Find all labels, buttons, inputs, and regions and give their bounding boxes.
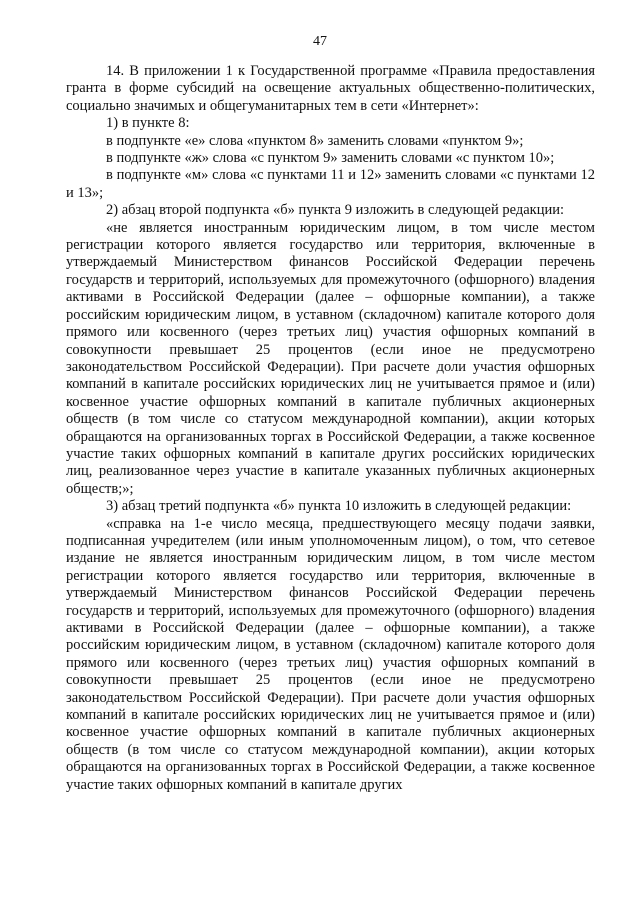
paragraph-subitem-2: 2) абзац второй подпункта «б» пункта 9 изложить в следующей редакции: [106, 202, 565, 219]
document-body [66, 63, 595, 794]
paragraph-subpoint-zh: в подпункте «ж» слова «с пунктом 9» заменить словами «с пунктом 10»; [106, 150, 555, 167]
paragraph-quote-2: «справка на 1-е число месяца, предшествующего месяцу подачи заявки, подписанная учредителем (или иным уполномоченным лицом), о том, что сетевое издание не является иностранным юридическим лицом, в том числе местом регистрации которого является государство или территория, включенные в утверждаемый Министерством финансов Российской Федерации перечень государств и территорий, используемых для промежуточного (офшорного) владения активами в Российской Федерации (далее – офшорные компании), а также российским юридическим лицом, в уставном (складочном) капитале которого доля прямого или косвенного (через третьих лиц) участия офшорных компаний в совокупности превышает 25 процентов (если иное не предусмотрено законодательством Российской Федерации). При расчете доли участия офшорных компаний в капитале российских юридических лиц не учитывается прямое и (или) косвенное участие офшорных компаний в капитале публичных акционерных обществ (в том числе со статусом международной компании), акции которых обращаются на организованных торгах в Российской Федерации, а также косвенное участие таких офшорных компаний в капитале других [66, 515, 595, 793]
paragraph-subpoint-m: в подпункте «м» слова «с пунктами 11 и 12» заменить словами «с пунктами 12 и 13»; [66, 167, 595, 201]
paragraph-item-14: 14. В приложении 1 к Государственной программе «Правила предоставления гранта в форме субсидий на освещение актуальных общественно-политических, социально значимых и общегуманитарных тем в сети «Интернет»: [66, 63, 595, 114]
paragraph-subitem-1: 1) в пункте 8: [106, 115, 190, 132]
paragraph-subpoint-e: в подпункте «е» слова «пунктом 8» заменить словами «пунктом 9»; [106, 132, 524, 149]
page-number: 47 [313, 34, 327, 49]
paragraph-quote-1: «не является иностранным юридическим лицом, в том числе местом регистрации которого является государство или территория, включенные в утверждаемый Министерством финансов Российской Федерации перечень государств и территорий, используемых для промежуточного (офшорного) владения активами в Российской Федерации (далее – офшорные компании), а также российским юридическим лицом, в уставном (складочном) капитале которого доля прямого или косвенного (через третьих лиц) участия офшорных компаний в совокупности превышает 25 процентов (если иное не предусмотрено законодательством Российской Федерации). При расчете доли участия офшорных компаний в капитале российских юридических лиц не учитывается прямое и (или) косвенное участие офшорных компаний в капитале публичных акционерных обществ (в том числе со статусом международной компании), акции которых обращаются на организованных торгах в Российской Федерации, а также косвенное участие таких офшорных компаний в капитале других российских юридических лиц, реализованное через участие в капитале указанных публичных акционерных обществ;»; [66, 219, 595, 497]
paragraph-subitem-3: 3) абзац третий подпункта «б» пункта 10 изложить в следующей редакции: [106, 498, 572, 515]
